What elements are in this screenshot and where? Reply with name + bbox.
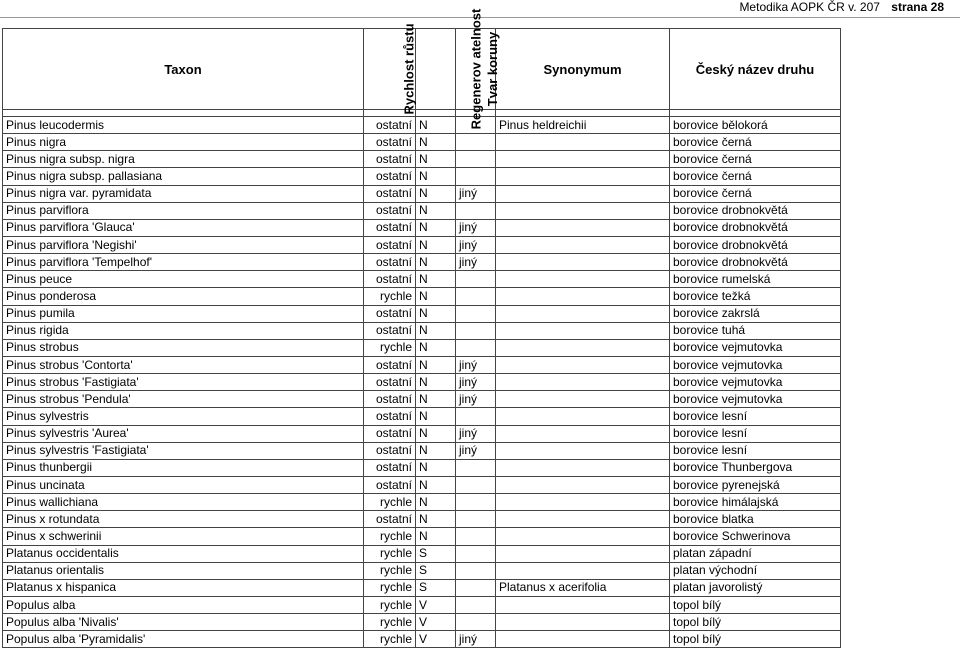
table-row (3, 288, 841, 305)
cell-synonym (496, 459, 670, 476)
cell-czech-name: borovice tuhá (670, 322, 841, 339)
table-row (3, 596, 841, 613)
cell-growth-rate: ostatní (364, 459, 416, 476)
cell-synonym (496, 168, 670, 185)
cell-taxon: Populus alba 'Nivalis' (3, 614, 364, 631)
cell-crown-shape (456, 134, 496, 151)
cell-regeneration: N (416, 254, 456, 271)
cell-crown-shape: jiný (456, 374, 496, 391)
cell-taxon: Pinus parviflora (3, 202, 364, 219)
cell-czech-name: borovice blatka (670, 511, 841, 528)
cell-regeneration: N (416, 168, 456, 185)
cell-czech-name: borovice bělokorá (670, 117, 841, 134)
table-row (3, 528, 841, 545)
cell-regeneration: S (416, 545, 456, 562)
cell-crown-shape (456, 528, 496, 545)
cell-taxon: Pinus nigra var. pyramidata (3, 185, 364, 202)
cell-crown-shape (456, 168, 496, 185)
table-row (3, 579, 841, 596)
cell-czech-name: borovice zakrslá (670, 305, 841, 322)
table-header-row (3, 29, 841, 110)
table-row (3, 168, 841, 185)
cell-growth-rate: ostatní (364, 185, 416, 202)
cell-taxon: Pinus strobus 'Contorta' (3, 356, 364, 373)
cell-regeneration: N (416, 288, 456, 305)
table-row (3, 271, 841, 288)
cell-taxon: Pinus ponderosa (3, 288, 364, 305)
cell-regeneration: V (416, 596, 456, 613)
cell-taxon: Pinus nigra subsp. nigra (3, 151, 364, 168)
cell-czech-name: borovice težká (670, 288, 841, 305)
cell-regeneration: N (416, 202, 456, 219)
cell-czech-name: borovice lesní (670, 425, 841, 442)
table-row (3, 391, 841, 408)
cell-taxon: Pinus thunbergii (3, 459, 364, 476)
cell-growth-rate: rychle (364, 579, 416, 596)
cell-taxon: Platanus x hispanica (3, 579, 364, 596)
cell-synonym (496, 408, 670, 425)
cell-growth-rate: ostatní (364, 202, 416, 219)
cell-synonym (496, 562, 670, 579)
cell-crown-shape (456, 151, 496, 168)
cell-crown-shape (456, 202, 496, 219)
cell-czech-name: borovice pyrenejská (670, 476, 841, 493)
cell-taxon: Pinus strobus (3, 339, 364, 356)
publication-label: Metodika AOPK ČR v. 207 (739, 0, 880, 14)
cell-growth-rate: ostatní (364, 442, 416, 459)
table-row (3, 305, 841, 322)
cell-growth-rate: rychle (364, 596, 416, 613)
cell-czech-name: borovice lesní (670, 408, 841, 425)
cell-regeneration: N (416, 339, 456, 356)
cell-regeneration: N (416, 219, 456, 236)
cell-synonym: Platanus x acerifolia (496, 579, 670, 596)
cell-synonym (496, 202, 670, 219)
table-row (3, 494, 841, 511)
cell-taxon: Pinus peuce (3, 271, 364, 288)
cell-czech-name: borovice černá (670, 151, 841, 168)
cell-taxon: Pinus x rotundata (3, 511, 364, 528)
cell-synonym (496, 631, 670, 648)
cell-taxon: Pinus leucodermis (3, 117, 364, 134)
cell-regeneration: N (416, 271, 456, 288)
cell-taxon: Pinus sylvestris 'Fastigiata' (3, 442, 364, 459)
cell-synonym (496, 219, 670, 236)
table-row (3, 202, 841, 219)
cell-taxon: Pinus rigida (3, 322, 364, 339)
cell-synonym (496, 134, 670, 151)
cell-crown-shape: jiný (456, 185, 496, 202)
cell-crown-shape: jiný (456, 631, 496, 648)
cell-crown-shape: jiný (456, 236, 496, 253)
page-number: strana 28 (891, 0, 944, 14)
cell-czech-name: borovice lesní (670, 442, 841, 459)
cell-synonym (496, 545, 670, 562)
cell-growth-rate: ostatní (364, 408, 416, 425)
cell-taxon: Platanus occidentalis (3, 545, 364, 562)
cell-crown-shape (456, 305, 496, 322)
cell-crown-shape: jiný (456, 391, 496, 408)
table-row (3, 511, 841, 528)
cell-crown-shape (456, 494, 496, 511)
cell-taxon: Populus alba 'Pyramidalis' (3, 631, 364, 648)
cell-growth-rate: ostatní (364, 322, 416, 339)
cell-crown-shape: jiný (456, 219, 496, 236)
cell-czech-name: borovice vejmutovka (670, 356, 841, 373)
cell-czech-name: borovice himálajská (670, 494, 841, 511)
cell-regeneration: N (416, 425, 456, 442)
cell-czech-name: platan západní (670, 545, 841, 562)
cell-growth-rate: ostatní (364, 425, 416, 442)
cell-growth-rate: ostatní (364, 254, 416, 271)
cell-regeneration: N (416, 151, 456, 168)
cell-growth-rate: ostatní (364, 134, 416, 151)
cell-growth-rate: rychle (364, 562, 416, 579)
cell-taxon: Pinus uncinata (3, 476, 364, 493)
cell-czech-name: borovice drobnokvětá (670, 236, 841, 253)
cell-crown-shape (456, 322, 496, 339)
cell-synonym (496, 305, 670, 322)
cell-czech-name: borovice drobnokvětá (670, 254, 841, 271)
cell-crown-shape (456, 511, 496, 528)
cell-synonym (496, 288, 670, 305)
table-row (3, 185, 841, 202)
cell-taxon: Pinus parviflora 'Tempelhof' (3, 254, 364, 271)
cell-regeneration: N (416, 442, 456, 459)
cell-synonym (496, 494, 670, 511)
header-spacer-row (3, 110, 841, 117)
cell-czech-name: borovice Thunbergova (670, 459, 841, 476)
cell-czech-name: borovice drobnokvětá (670, 202, 841, 219)
cell-synonym (496, 356, 670, 373)
cell-czech-name: platan východní (670, 562, 841, 579)
cell-regeneration: N (416, 374, 456, 391)
table-row (3, 374, 841, 391)
col-header-regeneration: Regenerov atelnost (416, 29, 456, 110)
cell-taxon: Pinus x schwerinii (3, 528, 364, 545)
cell-crown-shape: jiný (456, 254, 496, 271)
cell-taxon: Pinus sylvestris (3, 408, 364, 425)
cell-synonym (496, 528, 670, 545)
cell-regeneration: N (416, 476, 456, 493)
cell-crown-shape (456, 596, 496, 613)
cell-growth-rate: ostatní (364, 219, 416, 236)
cell-growth-rate: ostatní (364, 305, 416, 322)
cell-regeneration: N (416, 528, 456, 545)
cell-czech-name: borovice černá (670, 134, 841, 151)
cell-synonym (496, 339, 670, 356)
cell-crown-shape (456, 476, 496, 493)
cell-regeneration: N (416, 408, 456, 425)
cell-crown-shape (456, 408, 496, 425)
cell-regeneration: N (416, 185, 456, 202)
cell-taxon: Platanus orientalis (3, 562, 364, 579)
col-header-taxon: Taxon (3, 29, 364, 110)
cell-growth-rate: rychle (364, 614, 416, 631)
cell-taxon: Pinus parviflora 'Negishi' (3, 236, 364, 253)
cell-synonym (496, 236, 670, 253)
table-row (3, 476, 841, 493)
cell-czech-name: borovice vejmutovka (670, 339, 841, 356)
cell-czech-name: borovice rumelská (670, 271, 841, 288)
cell-growth-rate: rychle (364, 339, 416, 356)
cell-growth-rate: rychle (364, 545, 416, 562)
cell-czech-name: borovice černá (670, 168, 841, 185)
cell-taxon: Pinus nigra (3, 134, 364, 151)
cell-czech-name: topol bílý (670, 596, 841, 613)
cell-regeneration: N (416, 236, 456, 253)
cell-taxon: Pinus nigra subsp. pallasiana (3, 168, 364, 185)
cell-czech-name: borovice Schwerinova (670, 528, 841, 545)
cell-czech-name: borovice drobnokvětá (670, 219, 841, 236)
cell-czech-name: borovice vejmutovka (670, 374, 841, 391)
cell-crown-shape (456, 614, 496, 631)
table-row (3, 134, 841, 151)
cell-regeneration: N (416, 305, 456, 322)
cell-growth-rate: ostatní (364, 374, 416, 391)
cell-synonym (496, 254, 670, 271)
cell-czech-name: borovice černá (670, 185, 841, 202)
cell-synonym (496, 511, 670, 528)
cell-growth-rate: ostatní (364, 391, 416, 408)
table-row (3, 219, 841, 236)
cell-growth-rate: ostatní (364, 511, 416, 528)
table-row (3, 151, 841, 168)
cell-crown-shape (456, 545, 496, 562)
cell-synonym (496, 614, 670, 631)
table-row (3, 614, 841, 631)
cell-taxon: Pinus parviflora 'Glauca' (3, 219, 364, 236)
cell-regeneration: V (416, 614, 456, 631)
col-header-growth-rate: Rychlost růstu (364, 29, 416, 110)
cell-synonym (496, 271, 670, 288)
table-body (3, 117, 841, 648)
cell-synonym (496, 322, 670, 339)
col-header-crown-shape: Tvar koruny (456, 29, 496, 110)
cell-growth-rate: ostatní (364, 168, 416, 185)
cell-growth-rate: rychle (364, 494, 416, 511)
cell-synonym (496, 442, 670, 459)
table-row (3, 408, 841, 425)
cell-crown-shape (456, 459, 496, 476)
cell-crown-shape (456, 562, 496, 579)
cell-crown-shape: jiný (456, 356, 496, 373)
cell-growth-rate: rychle (364, 288, 416, 305)
cell-regeneration: N (416, 511, 456, 528)
cell-synonym (496, 151, 670, 168)
cell-synonym (496, 596, 670, 613)
cell-regeneration: N (416, 391, 456, 408)
table-row (3, 322, 841, 339)
cell-synonym (496, 425, 670, 442)
cell-taxon: Pinus sylvestris 'Aurea' (3, 425, 364, 442)
table-row (3, 356, 841, 373)
cell-regeneration: N (416, 322, 456, 339)
table-row (3, 236, 841, 253)
cell-crown-shape (456, 271, 496, 288)
cell-growth-rate: ostatní (364, 356, 416, 373)
cell-regeneration: N (416, 356, 456, 373)
cell-czech-name: topol bílý (670, 614, 841, 631)
cell-czech-name: platan javorolistý (670, 579, 841, 596)
cell-regeneration: N (416, 494, 456, 511)
table-row (3, 459, 841, 476)
cell-growth-rate: ostatní (364, 476, 416, 493)
cell-crown-shape: jiný (456, 442, 496, 459)
cell-taxon: Pinus strobus 'Fastigiata' (3, 374, 364, 391)
cell-growth-rate: rychle (364, 631, 416, 648)
cell-czech-name: topol bílý (670, 631, 841, 648)
cell-regeneration: N (416, 134, 456, 151)
table-row (3, 631, 841, 648)
cell-growth-rate: rychle (364, 528, 416, 545)
cell-taxon: Pinus strobus 'Pendula' (3, 391, 364, 408)
table-row (3, 254, 841, 271)
cell-growth-rate: ostatní (364, 117, 416, 134)
cell-synonym (496, 476, 670, 493)
page-header (739, 0, 944, 14)
table-row (3, 442, 841, 459)
table-row (3, 117, 841, 134)
cell-czech-name: borovice vejmutovka (670, 391, 841, 408)
cell-growth-rate: ostatní (364, 151, 416, 168)
cell-crown-shape (456, 579, 496, 596)
cell-regeneration: V (416, 631, 456, 648)
cell-crown-shape: jiný (456, 425, 496, 442)
table-row (3, 339, 841, 356)
cell-taxon: Pinus wallichiana (3, 494, 364, 511)
cell-synonym: Pinus heldreichii (496, 117, 670, 134)
cell-synonym (496, 374, 670, 391)
cell-crown-shape (456, 339, 496, 356)
cell-regeneration: S (416, 579, 456, 596)
cell-taxon: Populus alba (3, 596, 364, 613)
species-table (2, 8, 841, 648)
cell-growth-rate: ostatní (364, 236, 416, 253)
cell-crown-shape (456, 288, 496, 305)
cell-synonym (496, 185, 670, 202)
cell-regeneration: N (416, 117, 456, 134)
cell-growth-rate: ostatní (364, 271, 416, 288)
col-header-synonym: Synonymum (496, 29, 670, 110)
cell-synonym (496, 391, 670, 408)
table-row (3, 425, 841, 442)
cell-regeneration: S (416, 562, 456, 579)
cell-regeneration: N (416, 459, 456, 476)
table-row (3, 562, 841, 579)
col-header-czech-name: Český název druhu (670, 29, 841, 110)
table-row (3, 545, 841, 562)
cell-taxon: Pinus pumila (3, 305, 364, 322)
